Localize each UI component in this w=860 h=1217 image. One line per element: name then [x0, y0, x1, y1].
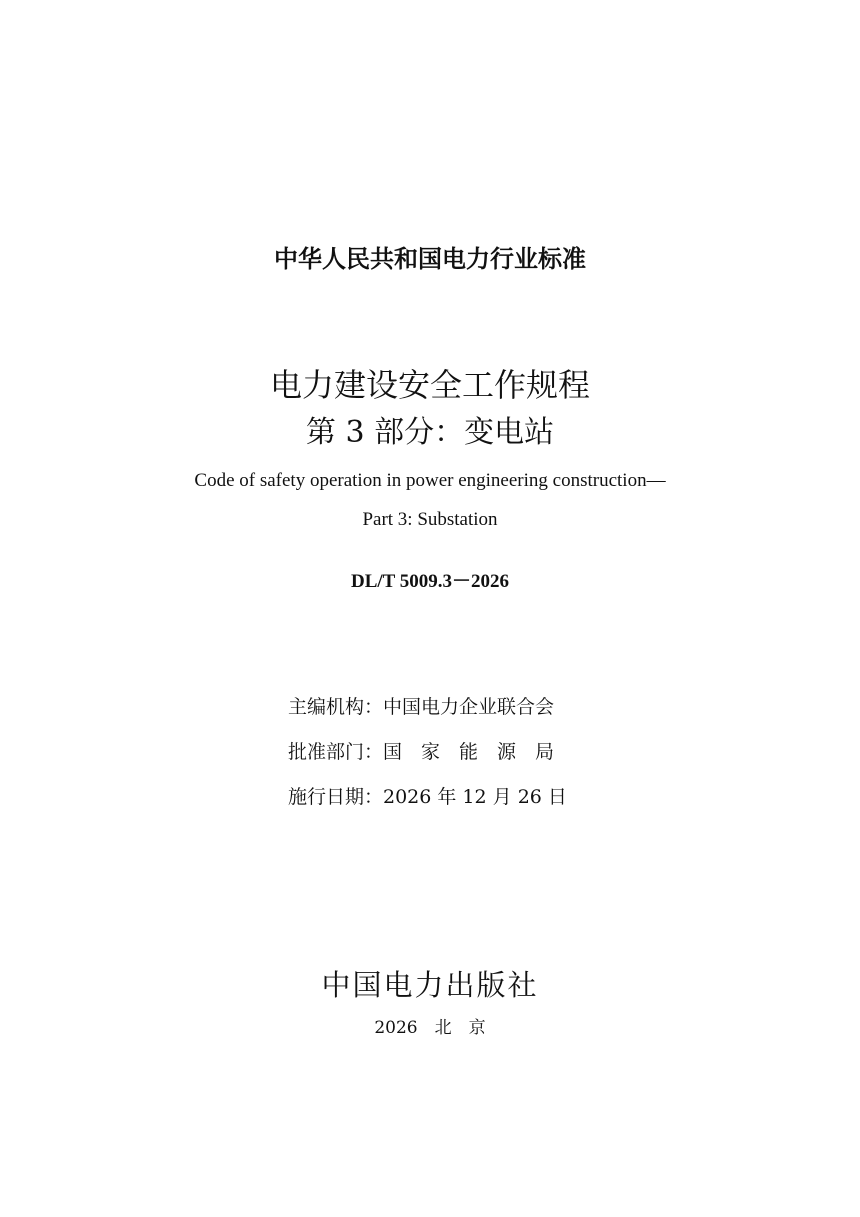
standard-code: DL/T 5009.3－2026: [350, 571, 509, 592]
effective-date: 施行日期：2026 年 12 月 26 日: [288, 786, 567, 808]
document-title: 电力建设安全工作规程: [269, 366, 590, 404]
editor-organization: 主编机构：中国电力企业联合会: [288, 696, 555, 718]
document-subtitle: 第 3 部分：变电站: [305, 415, 555, 450]
standard-category: 中华人民共和国电力行业标准: [274, 245, 586, 273]
english-title-line-2: Part 3: Substation: [362, 509, 498, 530]
publication-place-year: 2026 北 京: [374, 1018, 486, 1038]
approving-department: 批准部门：国 家 能 源 局: [288, 741, 555, 763]
english-title-line-1: Code of safety operation in power engineering construction—: [194, 470, 666, 491]
publisher-name: 中国电力出版社: [321, 968, 539, 1002]
